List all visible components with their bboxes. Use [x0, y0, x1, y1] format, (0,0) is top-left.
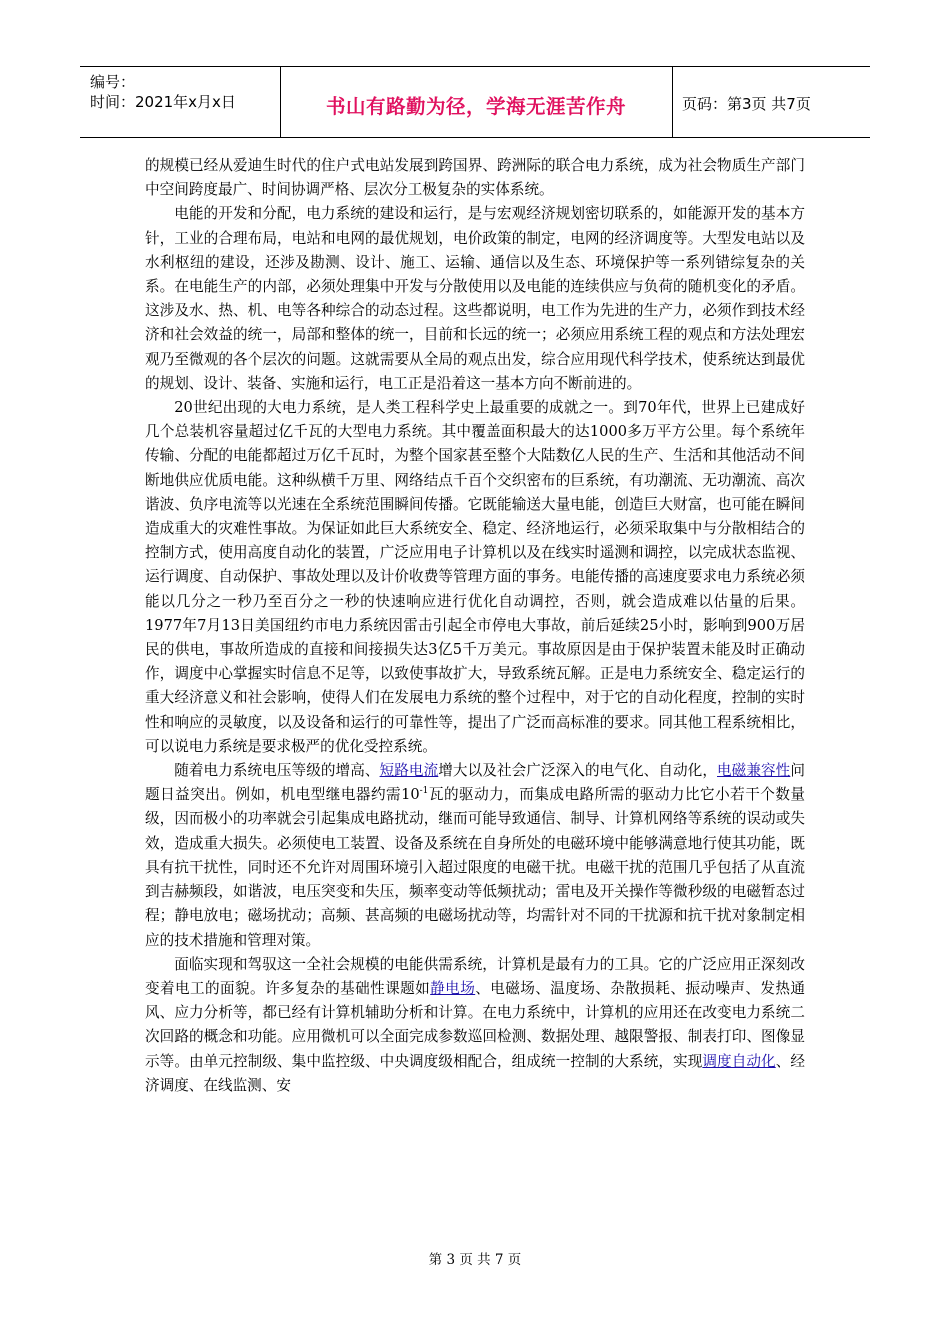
paragraph-1: 的规模已经从爱迪生时代的住户式电站发展到跨国界、跨洲际的联合电力系统，成为社会物质生产部门中空间跨度最广、时间协调严格、层次分工极复杂的实体系统。	[145, 157, 805, 199]
document-date-label: 时间：2021年x月x日	[90, 93, 236, 111]
electrostatic-field-link[interactable]: 静电场	[430, 979, 476, 997]
header-motto: 书山有路勤为径，学海无涯苦作舟	[325, 95, 626, 118]
paragraph-5-text-a: 面临实现和驾驭这一全社会规模的电能供需系统，计算机是最有力的工具。它的广泛应用正深刻改变着电工的面貌。许多复杂的基础性课题如	[145, 955, 805, 997]
header-meta-cell	[80, 67, 281, 137]
short-circuit-current-link[interactable]: 短路电流	[379, 762, 439, 780]
header-page-info: 页码：第3页 共7页	[682, 95, 811, 113]
paragraph-5-text-b: 、电磁场、温度场、杂散损耗、振动噪声、发热通风、应力分析等，都已经有计算机辅助分析和计算。在电力系统中，计算机的应用还在改变电力系统二次回路的概念和功能。应用微机可以全面完成参数巡回检测、数据处理、越限警报、制表打印、图像显示等。由单元控制级、集中监控级、中央调度级相配合，组成统一控制的大系统，实现	[145, 979, 805, 1070]
paragraph-5-text-c: 、经济调度、在线监测、安	[145, 1052, 805, 1094]
paragraph-5	[145, 953, 805, 1098]
header-page-cell	[672, 67, 870, 137]
page-footer: 第 3 页 共 7 页	[428, 1252, 522, 1268]
document-number-label: 编号：	[90, 73, 136, 91]
paragraph-4-text-d: 瓦的驱动力，而集成电路所需的驱动力比它小若干个数量级，因而极小的功率就会引起集成电路扰动，继而可能导致通信、制导、计算机网络等系统的误动或失效，造成重大损失。必须使电工装置、设备及系统在自身所处的电磁环境中能够满意地行使其功能，既具有抗干扰性，同时还不允许对周围环境引入超过限度的电磁干扰。电磁干扰的范围几乎包括了从直流到吉赫频段，如谐波，电压突变和失压，频率变动等低频扰动；雷电及开关操作等微秒级的电磁暂态过程；静电放电；磁场扰动；高频、甚高频的电磁场扰动等，均需针对不同的干扰源和抗干扰对象制定相应的技术措施和管理对策。	[145, 786, 805, 949]
header-motto-cell	[280, 67, 673, 137]
dispatch-automation-link[interactable]: 调度自动化	[702, 1052, 776, 1070]
page-header	[80, 66, 870, 138]
document-body	[145, 154, 805, 1098]
paragraph-4-text-c: 问题日益突出。例如，机电型继电器约需10	[145, 762, 805, 804]
paragraph-4	[145, 759, 805, 953]
paragraph-4-text-b: 增大以及社会广泛深入的电气化、自动化，	[438, 762, 717, 780]
exponent-superscript: -1	[419, 786, 429, 797]
emc-link[interactable]: 电磁兼容性	[717, 762, 791, 780]
paragraph-2: 电能的开发和分配，电力系统的建设和运行，是与宏观经济规划密切联系的，如能源开发的基本方针，工业的合理布局，电站和电网的最优规划，电价政策的制定，电网的经济调度等。大型发电站以及水利枢纽的建设，还涉及勘测、设计、施工、运输、通信以及生态、环境保护等一系列错综复杂的关系。在电能生产的内部，必须处理集中开发与分散使用以及电能的连续供应与负荷的随机变化的矛盾。这涉及水、热、机、电等各种综合的动态过程。这些都说明，电工作为先进的生产力，必须作到技术经济和社会效益的统一，局部和整体的统一，目前和长远的统一；必须应用系统工程的观点和方法处理宏观乃至微观的各个层次的问题。这就需要从全局的观点出发，综合应用现代科学技术，使系统达到最优的规划、设计、装备、实施和运行，电工正是沿着这一基本方向不断前进的。	[145, 205, 805, 392]
paragraph-3: 20世纪出现的大电力系统，是人类工程科学史上最重要的成就之一。到70年代，世界上已建成好几个总装机容量超过亿千瓦的大型电力系统。其中覆盖面积最大的达1000多万平方公里。每个系统年传输、分配的电能都超过万亿千瓦时，为整个国家甚至整个大陆数亿人民的生产、生活和其他活动不间断地供应优质电能。这种纵横千万里、网络结点千百个交织密布的巨系统，有功潮流、无功潮流、高次谐波、负序电流等以光速在全系统范围瞬间传播。它既能输送大量电能，创造巨大财富，也可能在瞬间造成重大的灾难性事故。为保证如此巨大系统安全、稳定、经济地运行，必须采取集中与分散相结合的控制方式，使用高度自动化的装置，广泛应用电子计算机以及在线实时遥测和调控，以完成状态监视、运行调度、自动保护、事故处理以及计价收费等管理方面的事务。电能传播的高速度要求电力系统必须能以几分之一秒乃至百分之一秒的快速响应进行优化自动调控，否则，就会造成难以估量的后果。1977年7月13日美国纽约市电力系统因雷击引起全市停电大事故，前后延续25小时，影响到900万居民的供电，事故所造成的直接和间接损失达3亿5千万美元。事故原因是由于保护装置未能及时正确动作，调度中心掌握实时信息不足等，以致使事故扩大，导致系统瓦解。正是电力系统安全、稳定运行的重大经济意义和社会影响，使得人们在发展电力系统的整个过程中，对于它的自动化程度，控制的实时性和响应的灵敏度，以及设备和运行的可靠性等，提出了广泛而高标准的要求。同其他工程系统相比，可以说电力系统是要求极严的优化受控系统。	[145, 399, 805, 755]
paragraph-4-text-a: 随着电力系统电压等级的增高、	[174, 762, 380, 780]
